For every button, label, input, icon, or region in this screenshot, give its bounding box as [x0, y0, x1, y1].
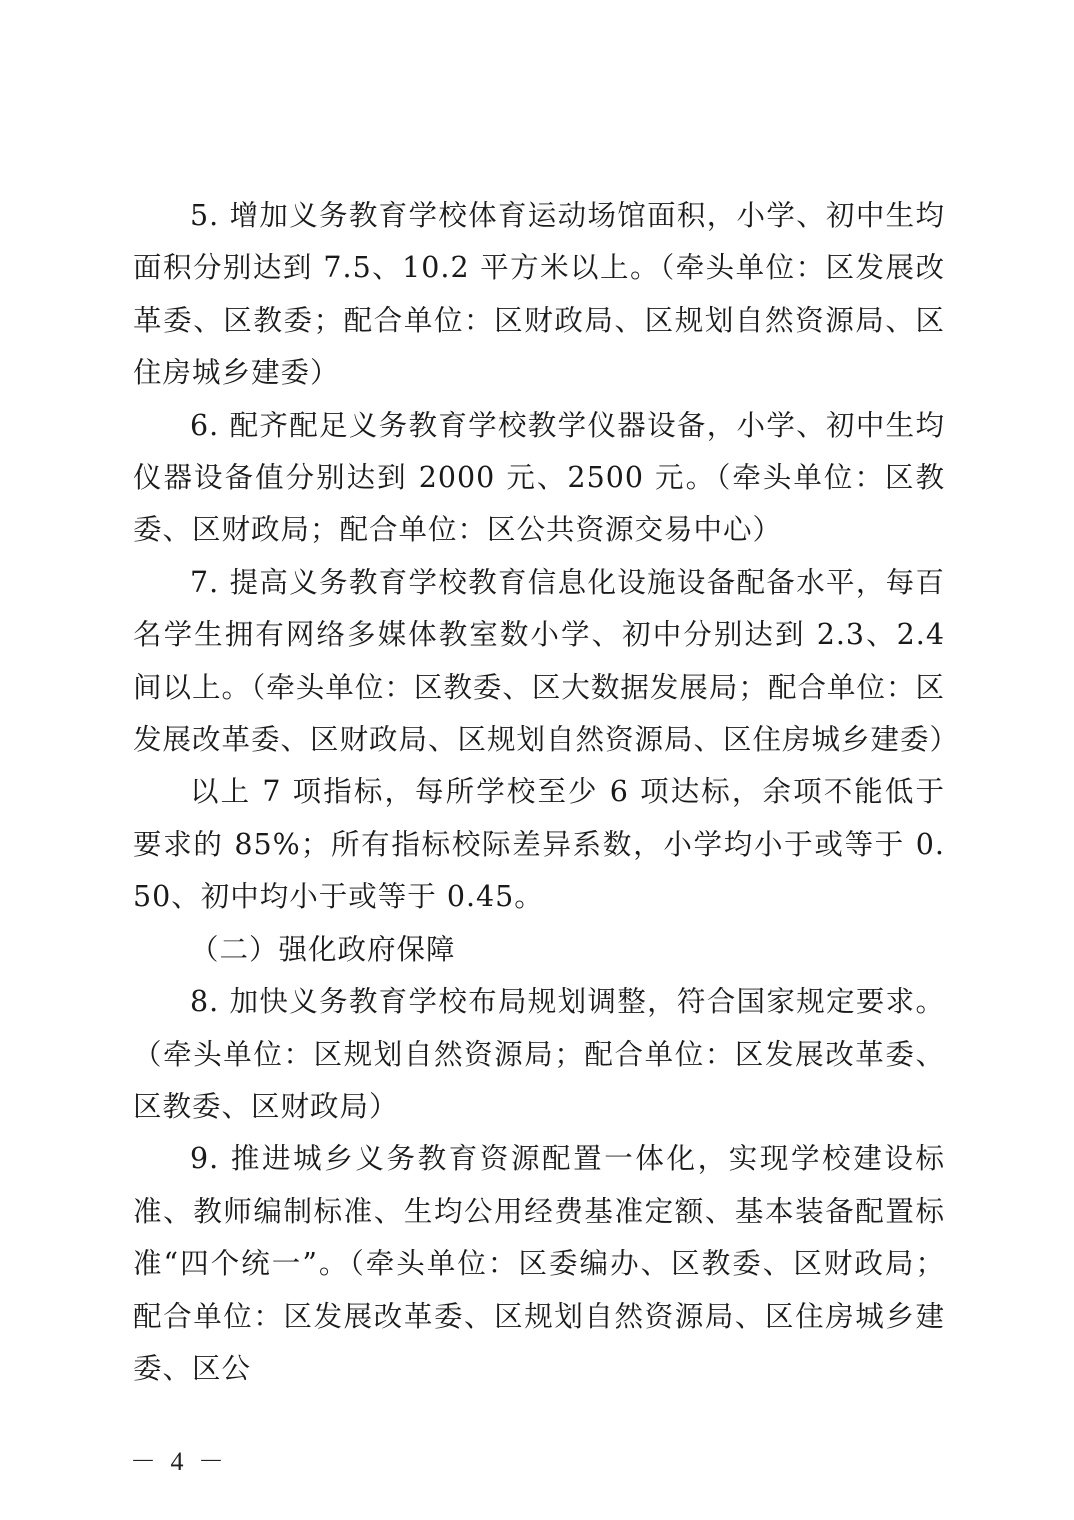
- page-number: － 4 －: [130, 1447, 229, 1476]
- paragraph-item-8: 8. 加快义务教育学校布局规划调整，符合国家规定要求。（牵头单位：区规划自然资源局；配合单位：区发展改革委、区教委、区财政局）: [133, 985, 945, 1123]
- section-heading: （二）强化政府保障: [190, 932, 456, 966]
- paragraph-summary: 以上 7 项指标，每所学校至少 6 项达标，余项不能低于要求的 85%；所有指标校际差异系数，小学均小于或等于 0.50、初中均小于或等于 0.45。: [133, 775, 945, 914]
- paragraph-item-7: 7. 提高义务教育学校教育信息化设施设备配备水平，每百名学生拥有网络多媒体教室数小学、初中分别达到 2.3、2.4 间以上。（牵头单位：区教委、区大数据发展局；配合单位：区发展改革委、区财政局、区规划自然资源局、区住房城乡建委）: [133, 565, 960, 757]
- paragraph-item-6: 6. 配齐配足义务教育学校教学仪器设备，小学、初中生均仪器设备值分别达到 2000 元、2500 元。（牵头单位：区教委、区财政局；配合单位：区公共资源交易中心）: [133, 408, 945, 547]
- paragraph-item-5: 5. 增加义务教育学校体育运动场馆面积，小学、初中生均面积分别达到 7.5、10.2 平方米以上。（牵头单位：区发展改革委、区教委；配合单位：区财政局、区规划自然资源局、区住房城乡建委）: [133, 199, 945, 390]
- paragraph-item-9: 9. 推进城乡义务教育资源配置一体化，实现学校建设标准、教师编制标准、生均公用经费基准定额、基本装备配置标准“四个统一”。（牵头单位：区委编办、区教委、区财政局；配合单位：区发展改革委、区规划自然资源局、区住房城乡建委、区公: [133, 1142, 945, 1385]
- document-body: [133, 190, 960, 1395]
